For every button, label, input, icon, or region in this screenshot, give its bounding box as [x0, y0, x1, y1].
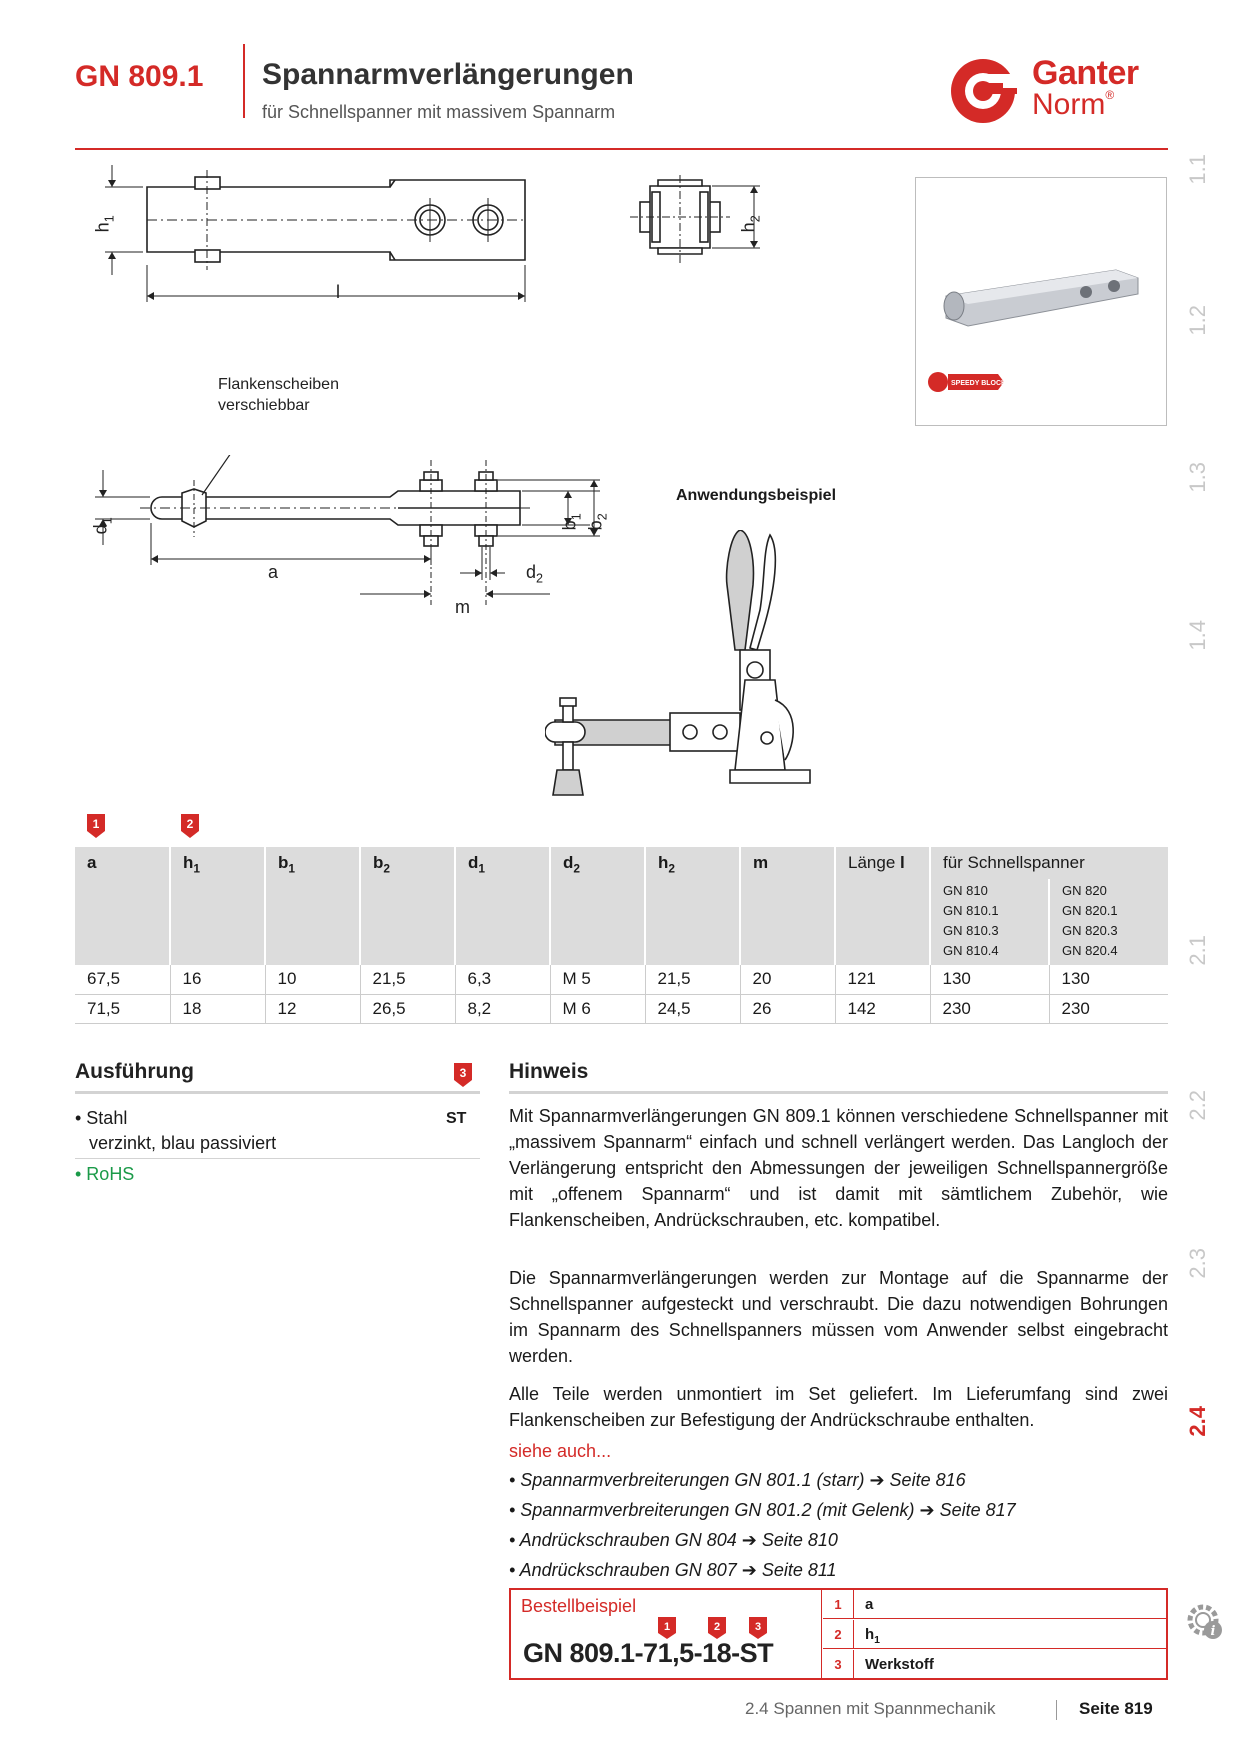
side-tab-2-1[interactable]: 2.1 [1185, 935, 1210, 966]
speedy-block-badge-icon [926, 368, 1006, 398]
footer-page-number: Seite 819 [1079, 1699, 1153, 1718]
table-cell: 20 [740, 965, 835, 994]
svg-text:1: 1 [663, 1621, 671, 1633]
material-code: ST [446, 1110, 467, 1127]
svg-text:2: 2 [186, 817, 194, 831]
hinweis-paragraph-2: Die Spannarmverlängerungen werden zur Montage auf die Spannarme der Schnellspanner aufgesteckt und verschraubt. Die dazu notwendigen Bohrungen im Spannarm des Schnellspanners müssen vom Anwender selbst eingebracht werden. [509, 1268, 1168, 1366]
page-title: Spannarmverlängerungen [262, 58, 634, 91]
footer-section: 2.4 Spannen mit Spannmechanik [745, 1699, 996, 1718]
side-tab-2-3[interactable]: 2.3 [1185, 1248, 1210, 1279]
see-also-link[interactable]: • Spannarmverbreiterungen GN 801.2 (mit Gelenk) ➔ Seite 817 [509, 1500, 1016, 1520]
see-also-link[interactable]: • Andrückschrauben GN 807 ➔ Seite 811 [509, 1560, 837, 1580]
order-legend-num: 1 [823, 1590, 854, 1619]
svg-text:3: 3 [754, 1621, 762, 1633]
dim-label-m: m [455, 597, 470, 617]
dim-label-d1: $d_1$ [90, 517, 115, 535]
footer-divider [1056, 1700, 1057, 1720]
order-legend-label: Werkstoff [865, 1656, 934, 1673]
section-title-hinweis: Hinweis [509, 1060, 589, 1083]
see-also-label: siehe auch... [509, 1441, 612, 1461]
table-cell: 67,5 [75, 965, 170, 994]
product-code: GN 809.1 [75, 60, 204, 93]
side-tab-2-4[interactable]: 2.4 [1185, 1406, 1210, 1437]
see-also-link[interactable]: • Andrückschrauben GN 804 ➔ Seite 810 [509, 1530, 838, 1550]
order-example-box [509, 1588, 1168, 1680]
hinweis-paragraph-3: Alle Teile werden unmontiert im Set geliefert. Im Lieferumfang sind zwei Flankenscheiben zur Befestigung der Andrückschraube enthalten. [509, 1384, 1168, 1430]
table-cell: 130 [930, 965, 1049, 994]
table-cell: M 5 [550, 965, 645, 994]
table-cell: 21,5 [360, 965, 455, 994]
order-example-title: Bestellbeispiel [521, 1596, 637, 1616]
order-legend-label: $h_1$ [865, 1626, 881, 1646]
badge-text: SPEEDY BLOCK [951, 380, 1006, 387]
section-rule [509, 1091, 1168, 1094]
table-cell: 26,5 [360, 994, 455, 1023]
example-label: Anwendungsbeispiel [676, 487, 837, 504]
product-photo [915, 177, 1167, 426]
table-cell: 26 [740, 994, 835, 1023]
order-legend-row [823, 1590, 1167, 1619]
table-cell: M 6 [550, 994, 645, 1023]
col-header-b1: $b_1$ [265, 847, 360, 965]
clamp-series-gn810: GN 810 GN 810.1 GN 810.3 GN 810.4 [930, 879, 1049, 965]
divider [75, 1158, 480, 1159]
flank-washers-label: Flankenscheiben verschiebbar [218, 376, 339, 414]
side-tab-1-1[interactable]: 1.1 [1185, 154, 1210, 185]
application-example-drawing [545, 530, 845, 810]
logo-text-ganter: Ganter [1032, 54, 1139, 92]
section-title-ausfuehrung: Ausführung [75, 1060, 194, 1083]
table-cell: 130 [1049, 965, 1168, 994]
hinweis-paragraph-1: Mit Spannarmverlängerungen GN 809.1 können verschiedene Schnellspanner mit „massivem Spannarm“ einfach und schnell verlängert werden. Das Langloch der Verlängerung entspricht den Abmessungen der jeweiligen Schnellspannergröße mit „offenem Spannarm“ und ist damit mit sämtlichem Zubehör, wie Flankenscheiben, Andrückschrauben, etc. kompatibel. [509, 1106, 1168, 1230]
table-cell: 230 [1049, 994, 1168, 1023]
svg-text:1: 1 [92, 817, 100, 831]
table-cell: 142 [835, 994, 930, 1023]
order-marker-3-icon [748, 1616, 768, 1640]
col-header-length: Länge l [835, 847, 930, 965]
order-marker-1-icon [657, 1616, 677, 1640]
table-cell: 18 [170, 994, 265, 1023]
table-row [75, 965, 1168, 994]
table-cell: 10 [265, 965, 360, 994]
col-header-h2: $h_2$ [645, 847, 740, 965]
table-cell: 6,3 [455, 965, 550, 994]
col-header-d2: $d_2$ [550, 847, 645, 965]
marker-3-icon [453, 1062, 473, 1088]
svg-text:2: 2 [713, 1621, 721, 1633]
dim-label-a: a [268, 562, 279, 582]
side-tab-1-4[interactable]: 1.4 [1185, 620, 1210, 651]
material-steel: • Stahl [75, 1108, 128, 1128]
table-cell: 24,5 [645, 994, 740, 1023]
clamp-series-gn820: GN 820 GN 820.1 GN 820.3 GN 820.4 [1049, 879, 1168, 965]
dim-label-h1: $h_1$ [92, 215, 117, 233]
col-header-d1: $d_1$ [455, 847, 550, 965]
side-tab-1-3[interactable]: 1.3 [1185, 462, 1210, 493]
marker-1-icon [86, 813, 106, 839]
side-tab-1-2[interactable]: 1.2 [1185, 305, 1210, 336]
see-also-link[interactable]: • Spannarmverbreiterungen GN 801.1 (starr) ➔ Seite 816 [509, 1470, 966, 1490]
order-legend-row [823, 1650, 1167, 1679]
table-cell: 16 [170, 965, 265, 994]
marker-2-icon [180, 813, 200, 839]
dimension-table [75, 847, 1168, 1024]
table-cell: 230 [930, 994, 1049, 1023]
svg-text:i: i [1210, 1624, 1216, 1639]
col-header-a: a [75, 847, 170, 965]
order-example-left [511, 1590, 822, 1678]
order-marker-2-icon [707, 1616, 727, 1640]
dim-label-h2: $h_2$ [738, 215, 763, 233]
section-rule [75, 1091, 480, 1094]
table-cell: 121 [835, 965, 930, 994]
material-finish: verzinkt, blau passiviert [89, 1133, 277, 1153]
dim-label-b1: $b_1$ [559, 513, 584, 531]
header-rule [75, 148, 1168, 150]
header-divider [243, 44, 245, 118]
table-cell: 21,5 [645, 965, 740, 994]
svg-text:3: 3 [459, 1066, 467, 1080]
table-cell: 12 [265, 994, 360, 1023]
drawing-top-view [92, 160, 555, 310]
dim-label-l: l [336, 282, 340, 302]
logo-text-norm: Norm® [1032, 88, 1115, 121]
order-legend-label: a [865, 1596, 874, 1613]
ganter-logo-icon [948, 56, 1018, 126]
table-cell: 8,2 [455, 994, 550, 1023]
rohs-label: • RoHS [75, 1164, 135, 1184]
gear-info-icon[interactable] [1183, 1600, 1227, 1644]
table-row [75, 994, 1168, 1023]
col-header-h1: $h_1$ [170, 847, 265, 965]
dim-label-b2: $b_2$ [585, 513, 610, 531]
page-subtitle: für Schnellspanner mit massivem Spannarm [262, 102, 616, 122]
order-legend-num: 2 [823, 1620, 854, 1649]
table-cell: 71,5 [75, 994, 170, 1023]
col-header-clamp: für Schnellspanner [930, 847, 1168, 879]
order-legend-num: 3 [823, 1650, 854, 1679]
col-header-b2: $b_2$ [360, 847, 455, 965]
dim-label-d2: $d_2$ [526, 562, 544, 586]
side-tab-2-2[interactable]: 2.2 [1185, 1090, 1210, 1121]
col-header-m: m [740, 847, 835, 965]
order-example-code: GN 809.1-71,5-18-ST [523, 1638, 774, 1668]
order-legend-row [823, 1620, 1167, 1649]
